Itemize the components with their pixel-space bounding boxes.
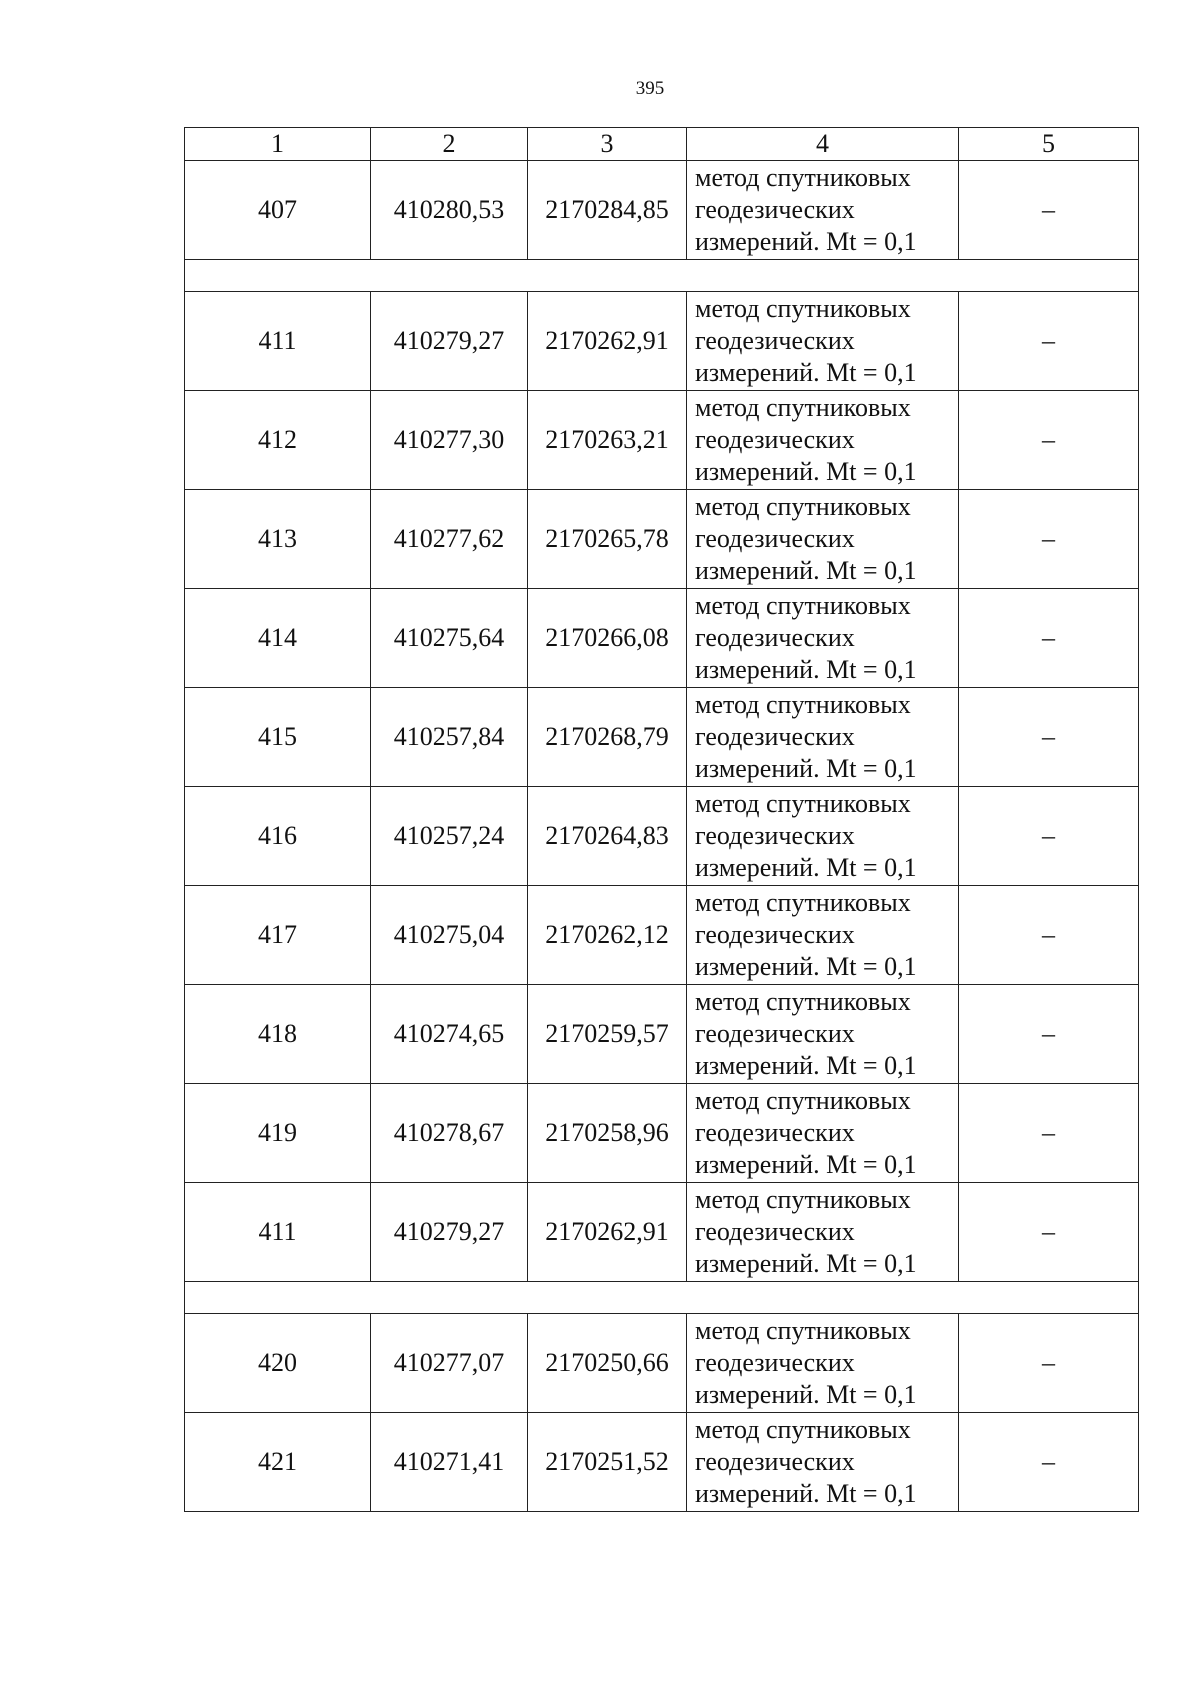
- point-number-cell: 419: [185, 1084, 371, 1183]
- method-description-cell: [687, 161, 959, 260]
- table-row: [185, 589, 1139, 688]
- table-row: [185, 292, 1139, 391]
- group-separator-cell: [185, 260, 1139, 292]
- method-description-line: геодезических: [695, 1447, 855, 1476]
- method-description-line: геодезических: [695, 1217, 855, 1246]
- method-description-line: метод спутниковых: [695, 1316, 911, 1345]
- method-description-line: измерений. Mt = 0,1: [695, 853, 917, 882]
- x-coordinate-cell: 410278,67: [371, 1084, 528, 1183]
- group-separator-row: [185, 260, 1139, 292]
- method-description-line: метод спутниковых: [695, 690, 911, 719]
- y-coordinate-cell: 2170250,66: [528, 1314, 687, 1413]
- table-row: [185, 1084, 1139, 1183]
- method-description-line: измерений. Mt = 0,1: [695, 655, 917, 684]
- method-description-cell: [687, 1413, 959, 1512]
- y-coordinate-cell: 2170262,91: [528, 292, 687, 391]
- y-coordinate-cell: 2170258,96: [528, 1084, 687, 1183]
- method-description-line: метод спутниковых: [695, 492, 911, 521]
- table-row: [185, 1413, 1139, 1512]
- method-description-cell: [687, 292, 959, 391]
- method-description-line: геодезических: [695, 195, 855, 224]
- x-coordinate-cell: 410279,27: [371, 292, 528, 391]
- y-coordinate-cell: 2170284,85: [528, 161, 687, 260]
- method-description-line: измерений. Mt = 0,1: [695, 358, 917, 387]
- method-description-line: измерений. Mt = 0,1: [695, 1479, 917, 1508]
- point-number-cell: 407: [185, 161, 371, 260]
- method-description-line: метод спутниковых: [695, 1185, 911, 1214]
- y-coordinate-cell: 2170266,08: [528, 589, 687, 688]
- column-header: 4: [687, 128, 959, 161]
- note-cell: –: [959, 391, 1139, 490]
- method-description-cell: [687, 1084, 959, 1183]
- point-number-cell: 418: [185, 985, 371, 1084]
- x-coordinate-cell: 410277,07: [371, 1314, 528, 1413]
- x-coordinate-cell: 410279,27: [371, 1183, 528, 1282]
- table-row: [185, 688, 1139, 787]
- method-description-cell: [687, 985, 959, 1084]
- method-description-line: метод спутниковых: [695, 1415, 911, 1444]
- x-coordinate-cell: 410257,24: [371, 787, 528, 886]
- method-description-line: измерений. Mt = 0,1: [695, 952, 917, 981]
- column-header: 2: [371, 128, 528, 161]
- y-coordinate-cell: 2170251,52: [528, 1413, 687, 1512]
- note-cell: –: [959, 589, 1139, 688]
- method-description-line: геодезических: [695, 623, 855, 652]
- y-coordinate-cell: 2170259,57: [528, 985, 687, 1084]
- table-row: [185, 1314, 1139, 1413]
- note-cell: –: [959, 1314, 1139, 1413]
- note-cell: –: [959, 985, 1139, 1084]
- method-description-line: метод спутниковых: [695, 1086, 911, 1115]
- y-coordinate-cell: 2170268,79: [528, 688, 687, 787]
- method-description-line: геодезических: [695, 722, 855, 751]
- column-header: 1: [185, 128, 371, 161]
- method-description-line: метод спутниковых: [695, 789, 911, 818]
- method-description-line: метод спутниковых: [695, 294, 911, 323]
- point-number-cell: 414: [185, 589, 371, 688]
- method-description-line: геодезических: [695, 920, 855, 949]
- table-row: [185, 161, 1139, 260]
- x-coordinate-cell: 410277,62: [371, 490, 528, 589]
- point-number-cell: 413: [185, 490, 371, 589]
- column-header: 3: [528, 128, 687, 161]
- note-cell: –: [959, 688, 1139, 787]
- x-coordinate-cell: 410280,53: [371, 161, 528, 260]
- table-row: [185, 985, 1139, 1084]
- method-description-line: измерений. Mt = 0,1: [695, 227, 917, 256]
- point-number-cell: 411: [185, 292, 371, 391]
- point-number-cell: 417: [185, 886, 371, 985]
- table-row: [185, 1183, 1139, 1282]
- method-description-cell: [687, 688, 959, 787]
- x-coordinate-cell: 410275,04: [371, 886, 528, 985]
- note-cell: –: [959, 292, 1139, 391]
- group-separator-row: [185, 1282, 1139, 1314]
- x-coordinate-cell: 410257,84: [371, 688, 528, 787]
- method-description-line: метод спутниковых: [695, 163, 911, 192]
- point-number-cell: 415: [185, 688, 371, 787]
- method-description-line: геодезических: [695, 425, 855, 454]
- method-description-cell: [687, 1183, 959, 1282]
- table-row: [185, 787, 1139, 886]
- method-description-cell: [687, 589, 959, 688]
- x-coordinate-cell: 410271,41: [371, 1413, 528, 1512]
- method-description-line: измерений. Mt = 0,1: [695, 1051, 917, 1080]
- note-cell: –: [959, 1183, 1139, 1282]
- y-coordinate-cell: 2170265,78: [528, 490, 687, 589]
- method-description-line: измерений. Mt = 0,1: [695, 556, 917, 585]
- method-description-line: геодезических: [695, 1348, 855, 1377]
- point-number-cell: 411: [185, 1183, 371, 1282]
- x-coordinate-cell: 410277,30: [371, 391, 528, 490]
- method-description-line: геодезических: [695, 821, 855, 850]
- table-row: [185, 391, 1139, 490]
- point-number-cell: 421: [185, 1413, 371, 1512]
- y-coordinate-cell: 2170263,21: [528, 391, 687, 490]
- method-description-line: измерений. Mt = 0,1: [695, 754, 917, 783]
- y-coordinate-cell: 2170262,12: [528, 886, 687, 985]
- table-body: [185, 161, 1139, 1512]
- method-description-line: метод спутниковых: [695, 987, 911, 1016]
- table-header-row: [185, 128, 1139, 161]
- note-cell: –: [959, 1413, 1139, 1512]
- note-cell: –: [959, 787, 1139, 886]
- column-header: 5: [959, 128, 1139, 161]
- method-description-line: метод спутниковых: [695, 591, 911, 620]
- point-number-cell: 420: [185, 1314, 371, 1413]
- note-cell: –: [959, 1084, 1139, 1183]
- table-row: [185, 490, 1139, 589]
- method-description-line: измерений. Mt = 0,1: [695, 1150, 917, 1179]
- point-number-cell: 416: [185, 787, 371, 886]
- method-description-cell: [687, 490, 959, 589]
- note-cell: –: [959, 161, 1139, 260]
- method-description-cell: [687, 886, 959, 985]
- method-description-line: метод спутниковых: [695, 393, 911, 422]
- method-description-cell: [687, 1314, 959, 1413]
- method-description-cell: [687, 787, 959, 886]
- page-number: 395: [635, 78, 665, 99]
- group-separator-cell: [185, 1282, 1139, 1314]
- table-row: [185, 886, 1139, 985]
- note-cell: –: [959, 886, 1139, 985]
- method-description-line: геодезических: [695, 524, 855, 553]
- x-coordinate-cell: 410275,64: [371, 589, 528, 688]
- x-coordinate-cell: 410274,65: [371, 985, 528, 1084]
- method-description-line: измерений. Mt = 0,1: [695, 1380, 917, 1409]
- method-description-line: геодезических: [695, 326, 855, 355]
- coordinates-table: [184, 127, 1139, 1512]
- point-number-cell: 412: [185, 391, 371, 490]
- method-description-line: метод спутниковых: [695, 888, 911, 917]
- method-description-line: геодезических: [695, 1019, 855, 1048]
- method-description-line: измерений. Mt = 0,1: [695, 1249, 917, 1278]
- y-coordinate-cell: 2170264,83: [528, 787, 687, 886]
- method-description-line: измерений. Mt = 0,1: [695, 457, 917, 486]
- method-description-line: геодезических: [695, 1118, 855, 1147]
- method-description-cell: [687, 391, 959, 490]
- note-cell: –: [959, 490, 1139, 589]
- y-coordinate-cell: 2170262,91: [528, 1183, 687, 1282]
